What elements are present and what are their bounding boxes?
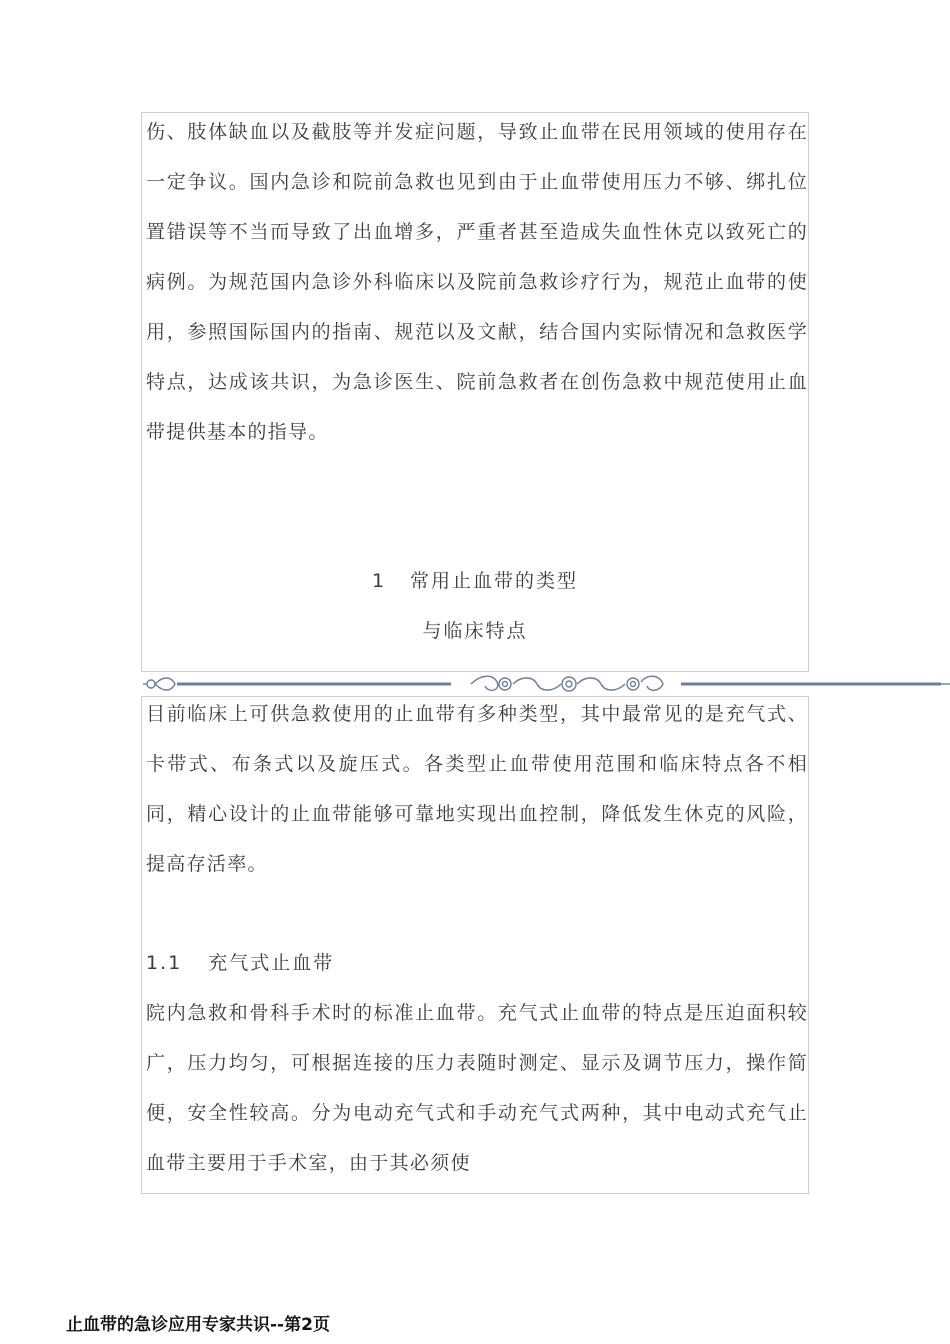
body-paragraph-1: 伤、肢体缺血以及截肢等并发症问题，导致止血带在民用领域的使用存在一定争议。国内急诊和院前急救也见到由于止血带使用压力不够、绑扎位置错误等不当而导致了出血增多，严重者甚至造成失血性休克以致死亡的病例。为规范国内急诊外科临床以及院前急救诊疗行为，规范止血带的使用，参照国际国内的指南、规范以及文献，结合国内实际情况和急救医学特点，达成该共识，为急诊医生、院前急救者在创伤急救中规范使用止血带提供基本的指导。 bbox=[146, 121, 808, 443]
section-1-heading-line-2: 与临床特点 bbox=[422, 620, 528, 642]
section-1-title-line-1: 常用止血带的类型 bbox=[410, 570, 579, 592]
section-1-heading bbox=[141, 556, 809, 606]
body-paragraph-2: 目前临床上可供急救使用的止血带有多种类型，其中最常见的是充气式、卡带式、布条式以及旋压式。各类型止血带使用范围和临床特点各不相同，精心设计的止血带能够可靠地实现出血控制，降低发生休克的风险，提高存活率。 bbox=[146, 703, 808, 875]
section-1-1-number: 1.1 bbox=[146, 952, 183, 974]
page-footer: 止血带的急诊应用专家共识--第2页 bbox=[66, 1315, 330, 1335]
section-1-1-title: 充气式止血带 bbox=[208, 952, 335, 974]
section-1-number: 1 bbox=[371, 570, 387, 592]
section-1-1-heading bbox=[146, 938, 334, 988]
body-paragraph-3: 院内急救和骨科手术时的标准止血带。充气式止血带的特点是压迫面积较广，压力均匀，可根据连接的压力表随时测定、显示及调节压力，操作简便，安全性较高。分为电动充气式和手动充气式两种，其中电动式充气止血带主要用于手术室，由于其必须使 bbox=[146, 1002, 808, 1174]
